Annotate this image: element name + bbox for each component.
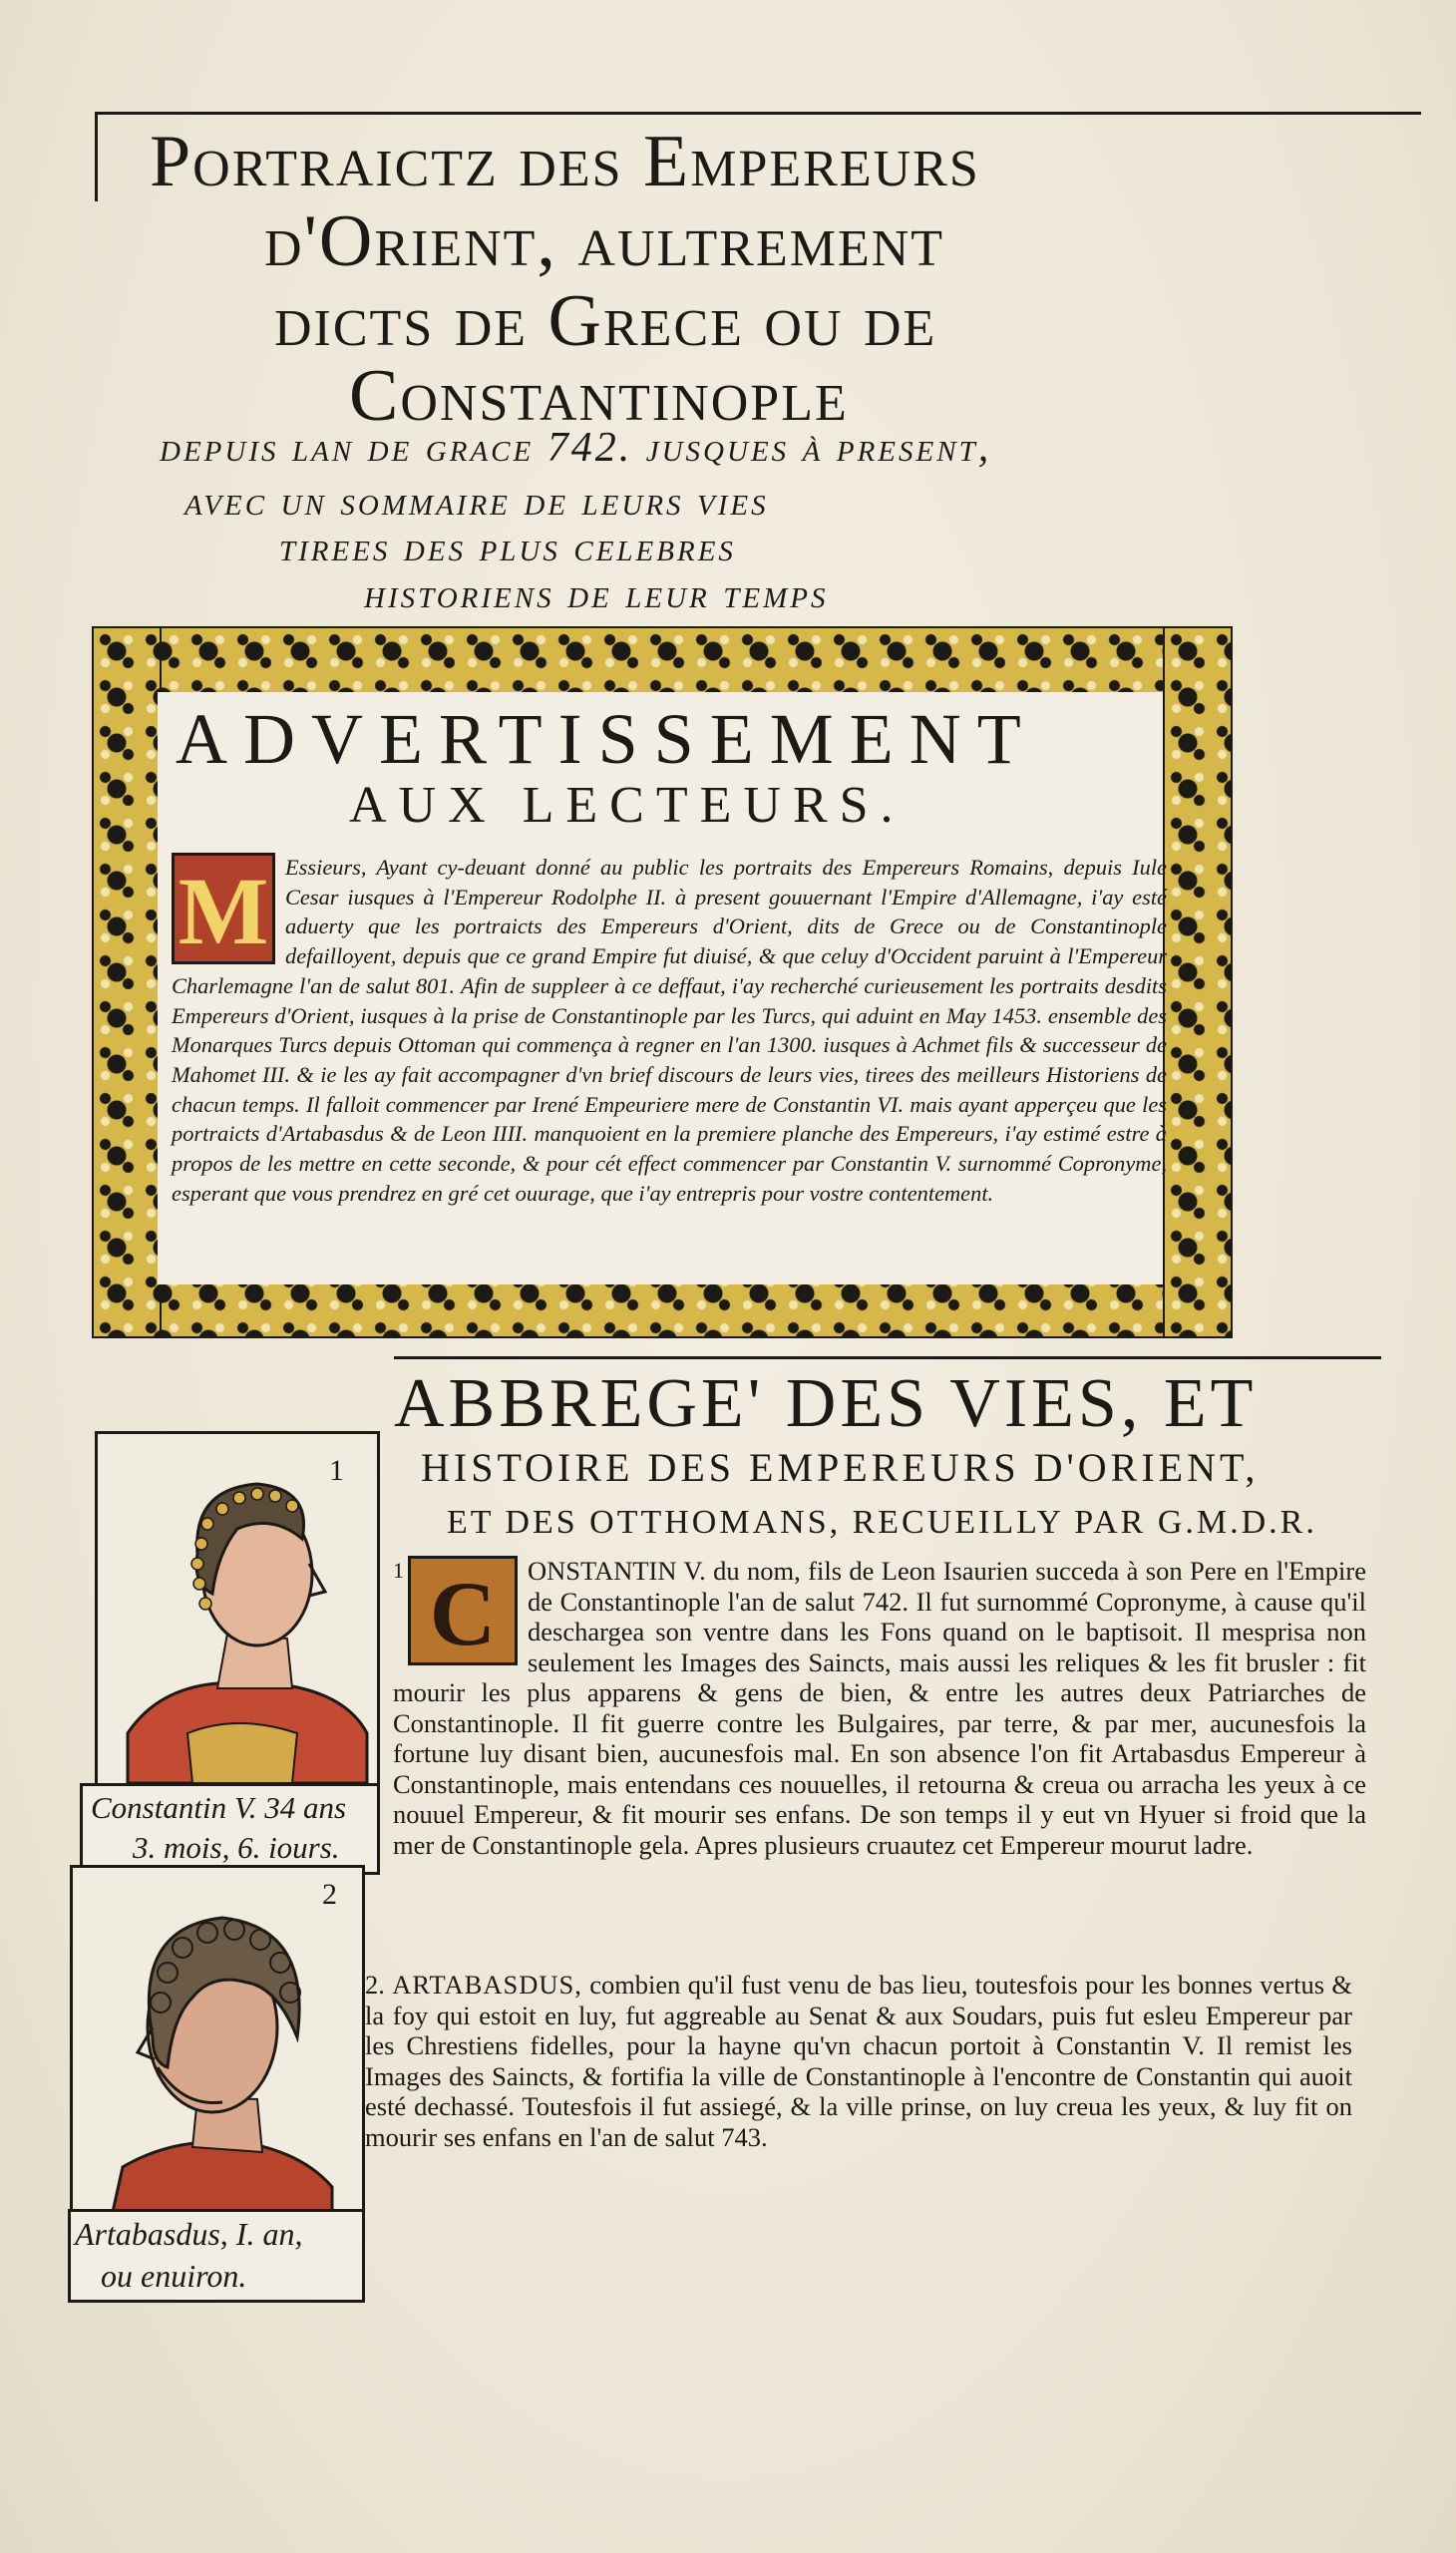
advertissement-title: ADVERTISSEMENT	[176, 699, 1037, 779]
advertissement-body: Essieurs, Ayant cy-deuant donné au public les portraits des Empereurs Romains, depuis Iule Cesar iusques à l'Empereur Rodolphe II. à present gouuernant l'Empire d'Allemagne, i'ay esté aduerty que les portraicts des Empereurs d'Orient, dits de Grece ou de Constantinople defailloyent, depuis que ce grand Empire fut diuisé, & que celuy d'Occident paruint à l'Empereur Charlemagne l'an de salut 801. Afin de suppleer à ce deffaut, i'ay recherché curieusement les portraits desdits Empereurs d'Orient, iusques à la prise de Constantinople par les Turcs, qui aduint en May 1453. ensemble des Monarques Turcs depuis Ottoman qui commença à regner en l'an 1300. iusques à Achmet fils & successeur de Mahomet III. & ie les ay fait accompagner d'vn brief discours de leurs vies, tirees des meilleurs Historiens de chacun temps. Il falloit commencer par Irené Empeuriere mere de Constantin VI. mais ayant apperçeu que les portraicts d'Artabasdus & de Leon IIII. manquoient en la premiere planche des Empereurs, i'ay estimé estre à propos de les mettre en cette seconde, & pour cét effect commencer par Constantin V. surnommé Copronyme, esperant que vous prendrez en gré cet ouurage, que i'ay entrepris pour vostre contentement.	[172, 855, 1167, 1206]
caption-box-artabasdus	[68, 2209, 365, 2303]
abbrege-subtitle-1: HISTOIRE DES EMPEREURS D'ORIENT,	[421, 1445, 1260, 1490]
portrait-number: 2	[322, 1878, 337, 1911]
section-rule	[394, 1356, 1381, 1359]
dropcap-m: M	[172, 853, 275, 964]
advertissement-text	[172, 853, 1167, 1208]
entry-constantin	[393, 1556, 1366, 1860]
portrait-artabasdus	[70, 1865, 365, 2215]
title-rule-left	[95, 112, 98, 201]
caption-line-1: Constantin V. 34 ans	[91, 1790, 347, 1825]
caption-line-2: 3. mois, 6. iours.	[133, 1830, 340, 1865]
frame-left-border	[92, 626, 162, 1338]
portrait-constantin	[95, 1431, 380, 1786]
abbrege-subtitle-2: ET DES OTTHOMANS, RECUEILLY PAR G.M.D.R.	[447, 1504, 1317, 1541]
title-sub-2: avec un sommaire de leurs vies	[184, 479, 769, 525]
advertissement-subtitle: AUX LECTEURS.	[349, 777, 906, 834]
entry-number: 1	[393, 1558, 404, 1583]
entry-text: combien qu'il fust venu de bas lieu, toutesfois pour les bonnes vertus & la foy qui estoit en luy, fut aggreable au Senat & aux Soudars, puis fut esleu Empereur par les Chrestiens fidelles, pour la hayne qu'vn chacun portoit à Constantin V. Il remist les Images des Saincts, & fortifia la ville de Constantinople à l'encontre de Constantin qui auoit esté dechassé. Toutesfois il fut assiegé, & la ville prinse, on luy creua les yeux, & luy fit on mourir ses enfans en l'an de salut 743.	[365, 1970, 1352, 2152]
frame-right-border	[1163, 626, 1233, 1338]
entry-artabasdus	[365, 1970, 1352, 2152]
title-line-3: dicts de Grece ou de	[274, 280, 937, 362]
portrait-number: 1	[329, 1454, 344, 1487]
title-sub-1: depuis lan de grace 742. jusques à present,	[160, 425, 992, 471]
dropcap-c: C	[408, 1556, 518, 1665]
frame-top-border	[92, 626, 1233, 696]
caption-box-constantin	[80, 1783, 380, 1875]
title-sub-3: tirees des plus celebres	[279, 525, 736, 570]
entry-name: ARTABASDUS,	[392, 1970, 582, 2000]
title-line-2: d'Orient, aultrement	[264, 200, 945, 282]
caption-line-1: Artabasdus, I. an,	[75, 2216, 303, 2252]
portrait-artabasdus-image	[73, 1868, 362, 2212]
title-line-4: Constantinople	[349, 355, 849, 437]
entry-number: 2.	[365, 1970, 385, 2000]
entry-text: ONSTANTIN V. du nom, fils de Leon Isaurien succeda à son Pere en l'Empire de Constantinople l'an de salut 742. Il fut surnommé Copronyme, à cause qu'il deschargea son ventre dans les Fons quand on le baptisoit. Il mesprisa non seulement les Images des Saincts, mais aussi les reliques & les fit brusler : fit mourir les plus apparens & gens de bien, & entre les autres deux Patriarches de Constantinople. Il fit guerre contre les Bulgaires, par terre, & par mer, aucunesfois la fortune luy disant bien, aucunesfois mal. En son absence l'on fit Artabasdus Empereur à Constantinople, mais entendans ces nouuelles, il retourna & creua ou arracha les yeux à ce nouuel Empereur, & fit mourir ses enfans. De son temps il y eut vn Hyuer si froid que la mer de Constantinople gela. Apres plusieurs cruautez cet Empereur mourut ladre.	[393, 1556, 1366, 1860]
caption-line-2: ou enuiron.	[101, 2258, 247, 2294]
title-rule	[95, 112, 1421, 115]
abbrege-title: ABBREGE' DES VIES, ET	[394, 1365, 1258, 1442]
title-sub-4: historiens de leur temps	[364, 571, 829, 617]
title-line-1: Portraictz des Empereurs	[150, 121, 980, 202]
